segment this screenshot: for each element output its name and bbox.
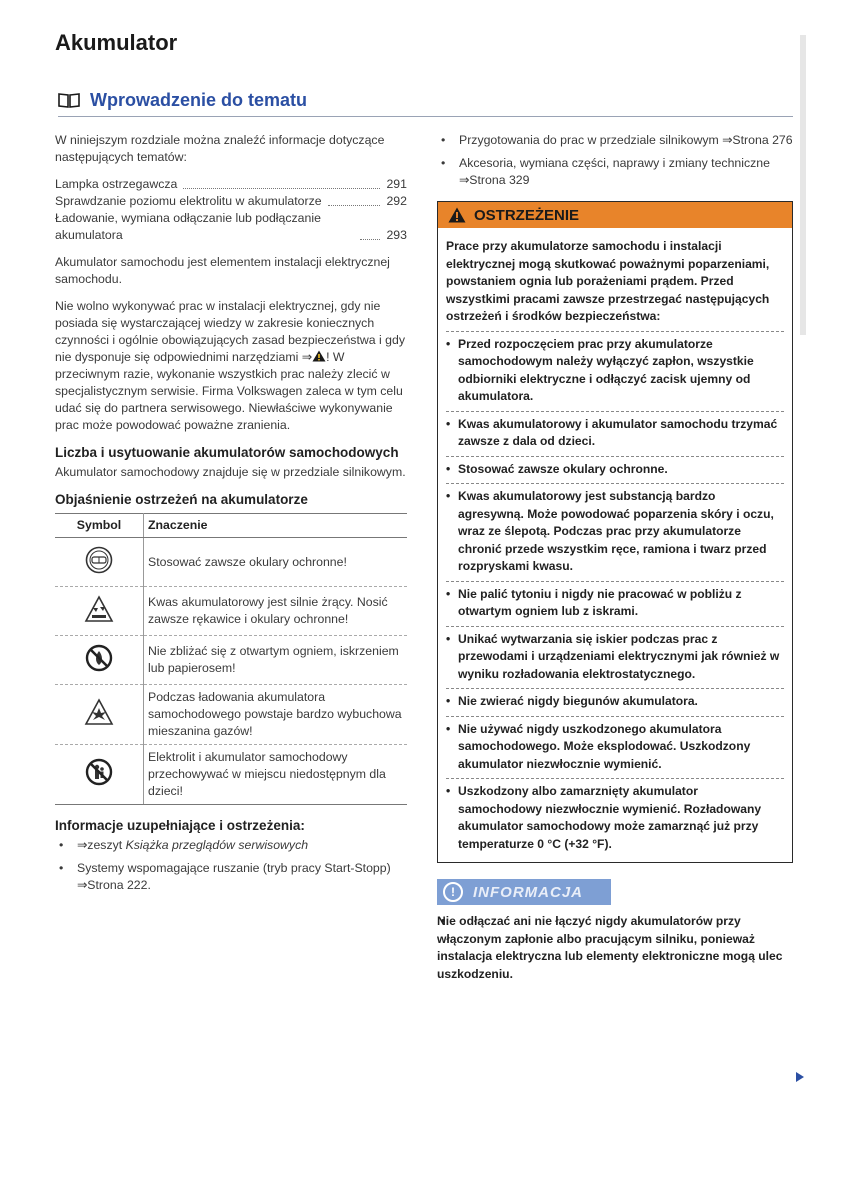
children-away-icon bbox=[85, 758, 113, 786]
book-icon bbox=[58, 92, 80, 108]
explosive-icon bbox=[84, 698, 114, 726]
table-row: Stosować zawsze okulary ochronne! bbox=[55, 538, 407, 587]
page-title: Akumulator bbox=[55, 30, 178, 55]
col-header-meaning: Znaczenie bbox=[144, 514, 408, 538]
col-header-symbol: Symbol bbox=[55, 514, 144, 538]
toc-item[interactable]: Ładowanie, wymiana odłączanie lub podłączanie akumulatora 293 bbox=[55, 211, 407, 242]
warning-header bbox=[438, 202, 792, 228]
warning-triangle-icon[interactable] bbox=[312, 350, 326, 362]
info-icon: ! bbox=[443, 882, 463, 902]
table-row: Elektrolit i akumulator samochodowy przechowywać w miejscu niedostępnym dla dzieci! bbox=[55, 745, 407, 805]
symbol-table bbox=[55, 513, 407, 805]
list-item[interactable]: • ⇒zeszyt Książka przeglądów serwisowych bbox=[55, 837, 407, 854]
list-item[interactable]: • Systemy wspomagające ruszanie (tryb pracy Start-Stopp) ⇒Strona 222. bbox=[55, 860, 407, 894]
warning-item: • Unikać wytwarzania się iskier podczas prac z przewodami i urządzeniami elektrycznymi jak również w wyniku rozładowania elektrostatycznego. bbox=[446, 627, 784, 690]
warning-triangle-icon bbox=[448, 207, 466, 223]
warning-item: • Nie palić tytoniu i nigdy nie pracować w pobliżu z otwartym ogniem lub z iskrami. bbox=[446, 582, 784, 627]
list-item[interactable]: • Przygotowania do prac w przedziale silnikowym ⇒Strona 276 bbox=[437, 132, 793, 149]
warning-body bbox=[438, 228, 792, 862]
info-title: INFORMACJA bbox=[473, 883, 583, 901]
warning-item: • Uszkodzony albo zamarznięty akumulator samochodowy niezwłocznie wymienić. Rozładowany akumulator samochodowy może zamarznąć już przy temperaturze 0 °C (+32 °F). bbox=[446, 779, 784, 858]
toc bbox=[55, 176, 407, 244]
goggles-icon bbox=[85, 546, 113, 574]
warning-title: OSTRZEŻENIE bbox=[474, 206, 580, 224]
paragraph: Nie wolno wykonywać prac w instalacji elektrycznej, gdy nie posiada się wystarczającej wiedzy w zakresie koniecznych czynności i ogólnie obowiązujących zasad bezpieczeństwa i gdy nie dysponuje się odpowiednimi narzędziami ⇒ ! W przeciwnym razie, wykonanie wszystkich prac należy zlecić w specjalistycznym serwisie. Firma Volkswagen zaleca w tym celu udać się do partnera serwisowego. Niewłaściwe wykonywanie prac może powodować poważne zranienia. bbox=[55, 299, 405, 432]
intro-text: W niniejszym rozdziale można znaleźć informacje dotyczące następujących tematów: bbox=[55, 133, 385, 164]
heading-battery-count: Liczba i usytuowanie akumulatorów samochodowych bbox=[55, 445, 399, 460]
scrollbar[interactable] bbox=[800, 35, 806, 335]
warning-item: • Przed rozpoczęciem prac przy akumulatorze samochodowym należy wyłączyć zapłon, wszystkie odbiorniki elektryczne i odłączyć zacisk ujemny od akumulatora. bbox=[446, 332, 784, 412]
section-title: Wprowadzenie do tematu bbox=[90, 90, 308, 110]
heading-additional-info: Informacje uzupełniające i ostrzeżenia: bbox=[55, 818, 305, 833]
heading-table: Objaśnienie ostrzeżeń na akumulatorze bbox=[55, 492, 308, 507]
right-column bbox=[437, 132, 793, 989]
section-header bbox=[58, 90, 793, 117]
warning-intro: Prace przy akumulatorze samochodu i instalacji elektrycznej mogą skutkować poważnymi poparzeniami, powstaniem ognia lub porażeniami prądem. Przed wszystkimi pracami zawsze przestrzegać następujących ostrzeżeń i środków bezpieczeństwa: bbox=[446, 234, 784, 332]
table-row: Nie zbliżać się z otwartym ogniem, iskrzeniem lub papierosem! bbox=[55, 636, 407, 685]
warning-item: • Kwas akumulatorowy i akumulator samochodu trzymać zawsze z dala od dzieci. bbox=[446, 412, 784, 457]
list-item[interactable]: • Akcesoria, wymiana części, naprawy i zmiany techniczne ⇒Strona 329 bbox=[437, 155, 793, 189]
info-text: • Nie odłączać ani nie łączyć nigdy akumulatorów przy włączonym zapłonie albo pracującym silniku, ponieważ instalacja elektryczna lub elementy elektroniczne mogą ulec uszkodzeniu. bbox=[437, 913, 793, 983]
table-row: Kwas akumulatorowy jest silnie żrący. Nosić zawsze rękawice i okulary ochronne! bbox=[55, 587, 407, 636]
info-header bbox=[437, 879, 611, 905]
left-column bbox=[55, 132, 407, 900]
warning-item: • Kwas akumulatorowy jest substancją bardzo agresywną. Może powodować poparzenia skóry i oczu, wraz ze ślepotą. Podczas prac przy akumulatorze chronić przede wszystkim ręce, ramiona i twarz przed rozpryskami kwasu. bbox=[446, 484, 784, 582]
warning-item: • Nie używać nigdy uszkodzonego akumulatora samochodowego. Może eksplodować. Uszkodzony akumulator niezwłocznie wymienić. bbox=[446, 717, 784, 780]
next-page-arrow-icon[interactable] bbox=[796, 1072, 804, 1082]
table-row: Podczas ładowania akumulatora samochodowego powstaje bardzo wybuchowa mieszanina gazów! bbox=[55, 685, 407, 745]
toc-item[interactable]: Sprawdzanie poziomu elektrolitu w akumulatorze 292 bbox=[55, 194, 407, 208]
warning-box bbox=[437, 201, 793, 863]
warning-item: • Nie zwierać nigdy biegunów akumulatora. bbox=[446, 689, 784, 717]
toc-item[interactable]: Lampka ostrzegawcza 291 bbox=[55, 177, 407, 191]
paragraph: Akumulator samochodu jest elementem instalacji elektrycznej samochodu. bbox=[55, 255, 390, 286]
corrosive-icon bbox=[84, 595, 114, 623]
paragraph: Akumulator samochodowy znajduje się w przedziale silnikowym. bbox=[55, 465, 406, 479]
warning-item: • Stosować zawsze okulary ochronne. bbox=[446, 457, 784, 485]
no-fire-icon bbox=[85, 644, 113, 672]
